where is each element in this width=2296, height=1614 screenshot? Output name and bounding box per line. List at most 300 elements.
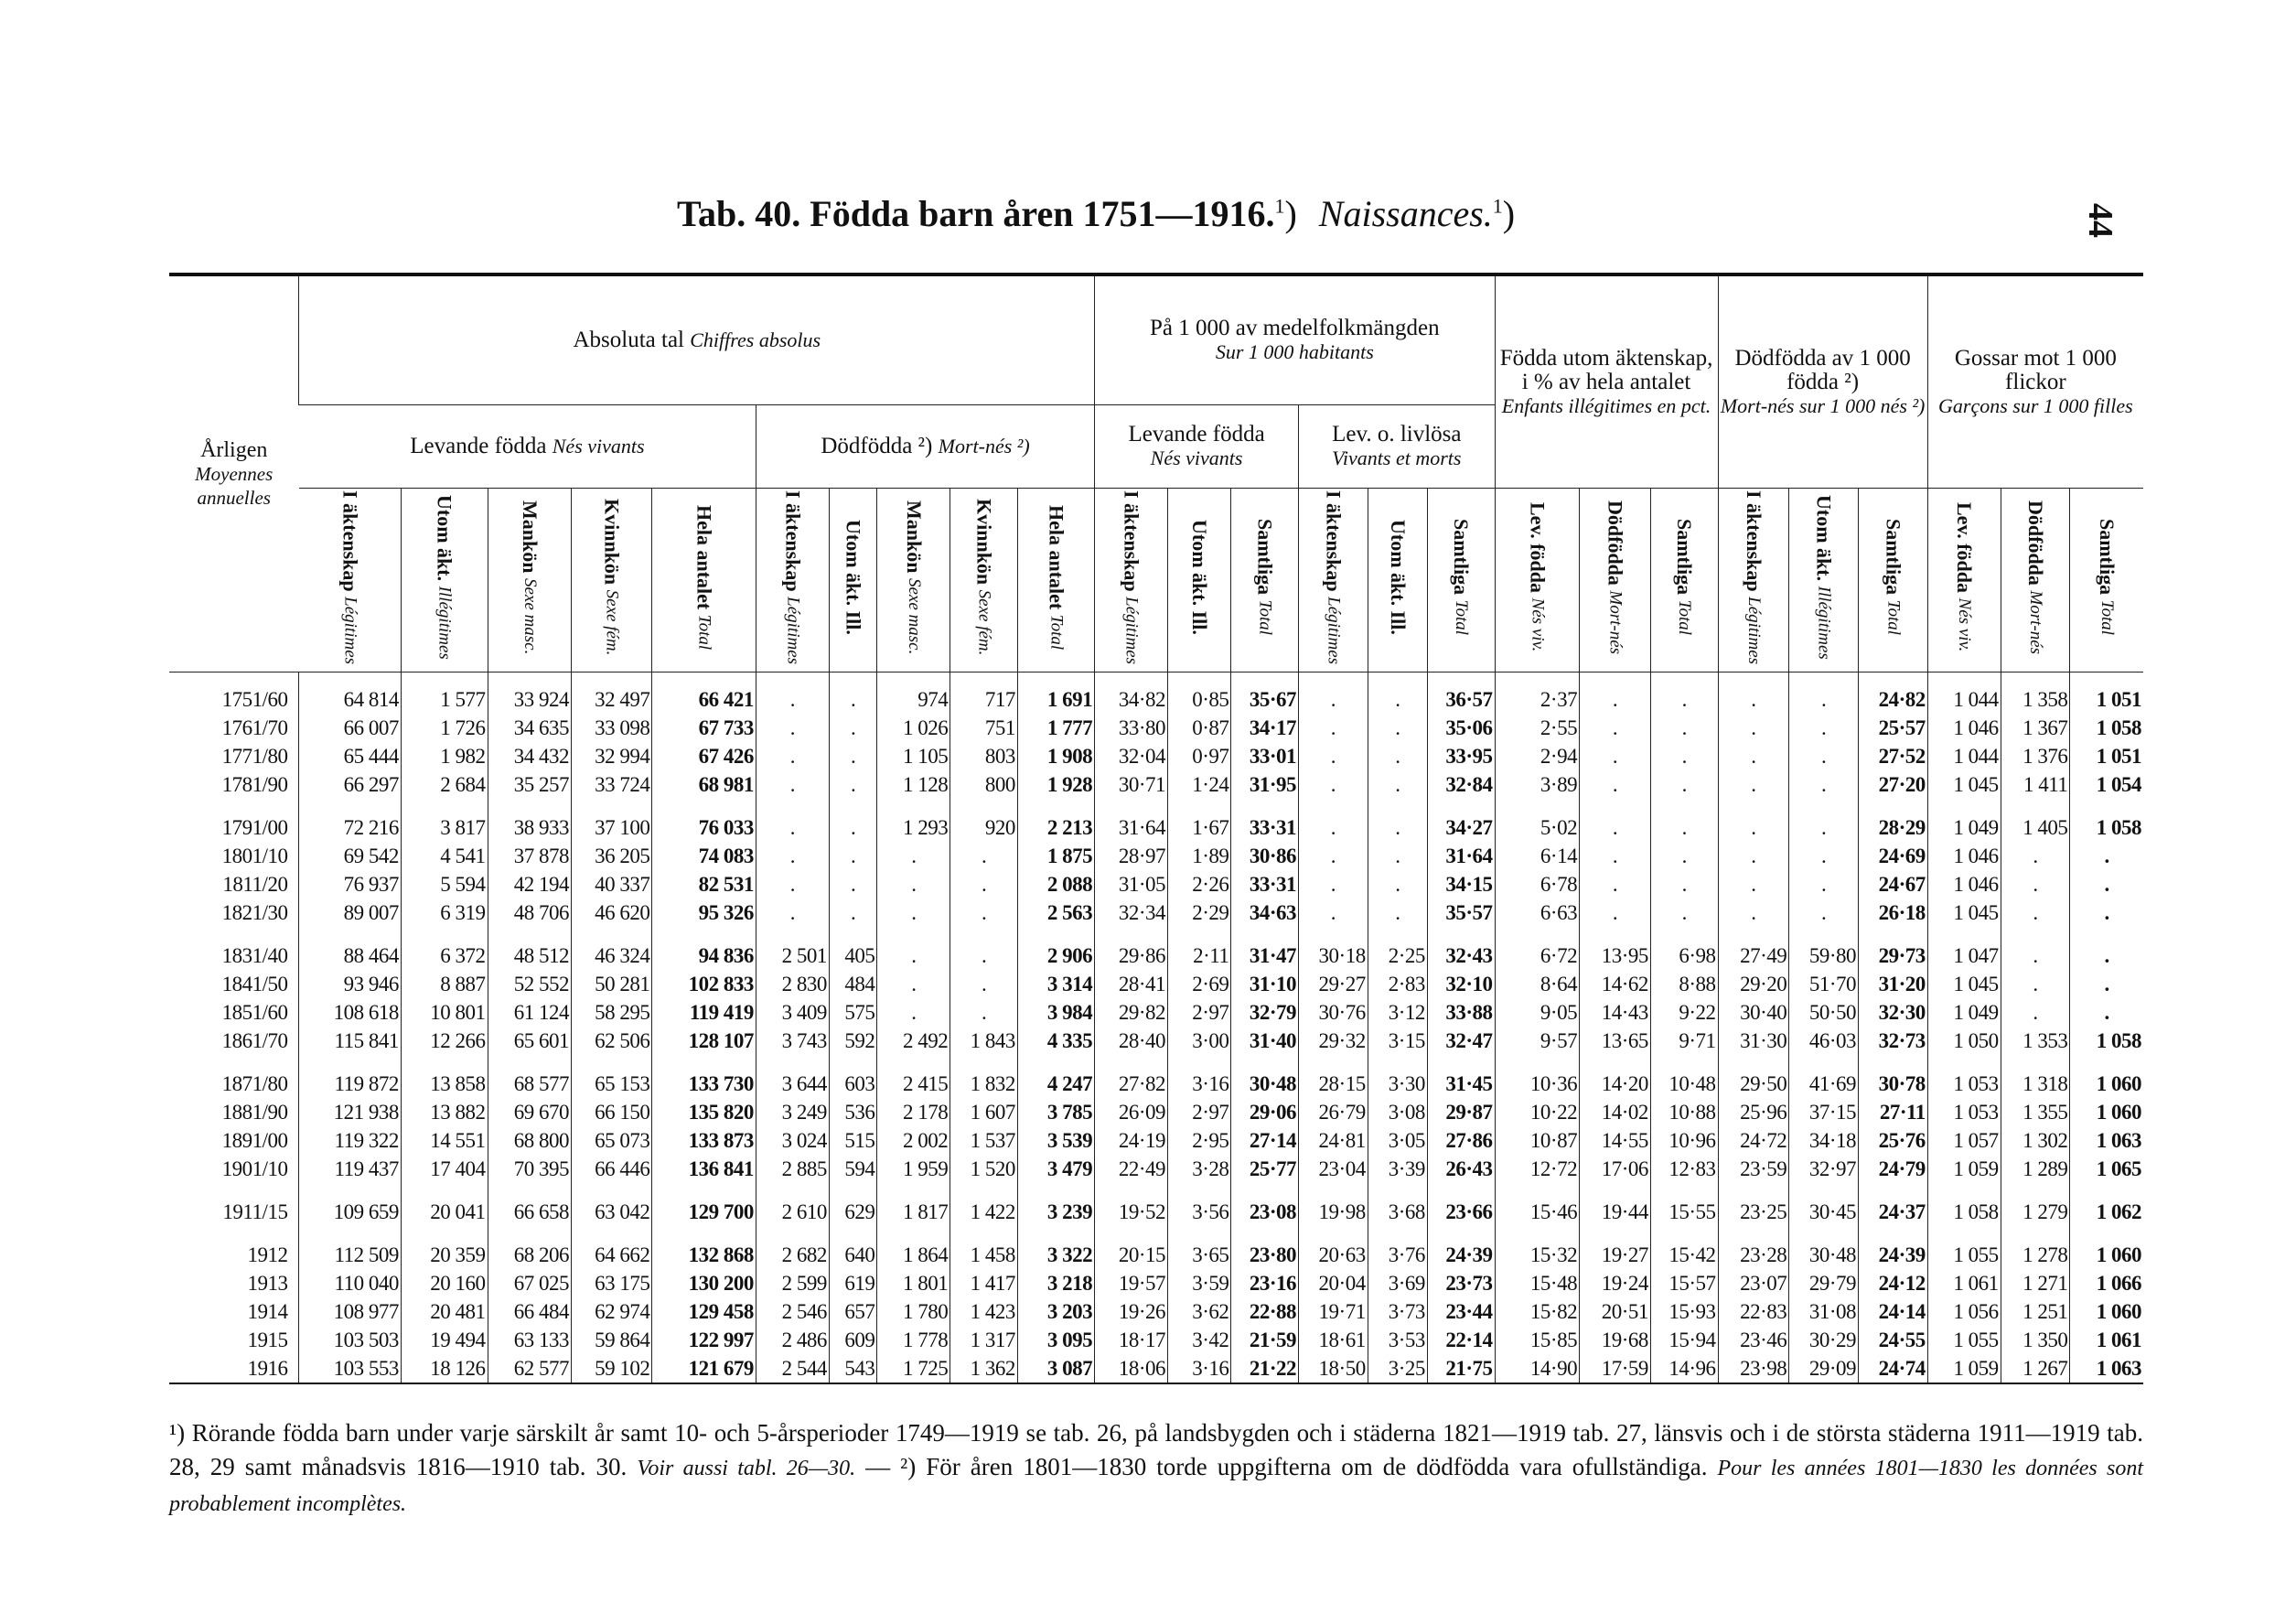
table-cell: 36·57 bbox=[1427, 672, 1495, 715]
table-cell: 34·82 bbox=[1095, 672, 1168, 715]
table-cell: 42 194 bbox=[488, 870, 571, 898]
row-period: 1881/90 bbox=[221, 1101, 288, 1124]
table-cell: 8 887 bbox=[401, 970, 488, 998]
table-cell: . bbox=[1580, 842, 1651, 870]
table-cell: 24·37 bbox=[1859, 1183, 1928, 1226]
table-cell: 2 563 bbox=[1017, 898, 1094, 927]
table-cell: 29·50 bbox=[1718, 1055, 1789, 1098]
column-header-french: Illégitimes bbox=[435, 586, 455, 660]
column-header-swedish: I äktenskap bbox=[1742, 490, 1765, 592]
table-cell: 72 216 bbox=[299, 799, 401, 842]
table-cell: 30·76 bbox=[1299, 998, 1368, 1027]
table-cell: 29·87 bbox=[1427, 1098, 1495, 1126]
row-period: 1901/10 bbox=[221, 1157, 288, 1180]
table-cell: 1 278 bbox=[2001, 1226, 2070, 1269]
table-cell: 67 733 bbox=[652, 714, 756, 742]
table-cell: 1 059 bbox=[1927, 1354, 2001, 1383]
table-cell: . bbox=[1299, 870, 1368, 898]
live-births-label-french: Nés vivants bbox=[552, 435, 645, 457]
year-column-header bbox=[169, 276, 299, 672]
column-header bbox=[652, 489, 756, 672]
table-cell: 1 928 bbox=[1017, 770, 1094, 799]
table-cell: 82 531 bbox=[652, 870, 756, 898]
table-cell: 37 100 bbox=[572, 799, 652, 842]
table-cell: 69 542 bbox=[299, 842, 401, 870]
table-cell: . bbox=[756, 714, 829, 742]
column-header bbox=[1859, 489, 1928, 672]
table-cell: 2 885 bbox=[756, 1155, 829, 1183]
table-cell: 0·97 bbox=[1168, 742, 1231, 770]
table-cell: 20·04 bbox=[1299, 1269, 1368, 1297]
table-cell: 52 552 bbox=[488, 970, 571, 998]
table-cell: 803 bbox=[950, 742, 1018, 770]
table-cell: 35·57 bbox=[1427, 898, 1495, 927]
table-row bbox=[169, 672, 2143, 715]
column-header-french: Total bbox=[1883, 600, 1904, 636]
table-cell: 121 938 bbox=[299, 1098, 401, 1126]
table-cell: 2·95 bbox=[1168, 1126, 1231, 1155]
row-period: 1871/80 bbox=[221, 1072, 288, 1095]
column-header-text bbox=[1953, 502, 1977, 652]
table-cell: 33·31 bbox=[1231, 799, 1299, 842]
table-cell: 1 051 bbox=[2070, 742, 2143, 770]
table-cell: . bbox=[2070, 998, 2143, 1027]
table-cell: 108 618 bbox=[299, 998, 401, 1027]
table-cell: 10·36 bbox=[1495, 1055, 1580, 1098]
column-header-swedish: I äktenskap bbox=[1120, 490, 1143, 592]
table-cell: . bbox=[1580, 770, 1651, 799]
table-cell: 28·29 bbox=[1859, 799, 1928, 842]
table-cell: 34·27 bbox=[1427, 799, 1495, 842]
table-cell: 1·24 bbox=[1168, 770, 1231, 799]
table-cell: 23·16 bbox=[1231, 1269, 1299, 1297]
table-cell: . bbox=[1789, 672, 1859, 715]
column-header-text bbox=[1604, 500, 1625, 654]
column-header-text bbox=[1255, 519, 1275, 635]
table-cell: 15·32 bbox=[1495, 1226, 1580, 1269]
table-cell: 29·86 bbox=[1095, 927, 1168, 970]
table-cell: 3·76 bbox=[1368, 1226, 1427, 1269]
table-cell: 3·62 bbox=[1168, 1297, 1231, 1326]
table-cell: . bbox=[1789, 770, 1859, 799]
table-cell: 31·45 bbox=[1427, 1055, 1495, 1098]
table-cell: 24·39 bbox=[1859, 1226, 1928, 1269]
column-header-swedish: I äktenskap bbox=[781, 490, 805, 592]
title-french: Naissances. bbox=[1318, 193, 1493, 234]
column-header-swedish: Utom äkt. Ill. bbox=[1386, 520, 1410, 635]
column-header bbox=[1580, 489, 1651, 672]
table-cell: 6 372 bbox=[401, 927, 488, 970]
column-header-french: Total bbox=[694, 614, 714, 651]
table-cell: 3·00 bbox=[1168, 1027, 1231, 1055]
table-cell: 59·80 bbox=[1789, 927, 1859, 970]
table-cell: 30·40 bbox=[1718, 998, 1789, 1027]
column-header-french: Illégitimes bbox=[1814, 586, 1834, 660]
table-cell: . bbox=[2070, 870, 2143, 898]
column-header bbox=[572, 489, 652, 672]
table-cell: . bbox=[829, 714, 877, 742]
row-period: 1913 bbox=[247, 1272, 288, 1295]
table-row bbox=[169, 799, 2143, 842]
row-period: 1914 bbox=[247, 1300, 288, 1323]
column-header bbox=[2001, 489, 2070, 672]
table-cell: 31·30 bbox=[1718, 1027, 1789, 1055]
table-cell: 536 bbox=[829, 1098, 877, 1126]
table-cell: 33·80 bbox=[1095, 714, 1168, 742]
table-cell: 95 326 bbox=[652, 898, 756, 927]
table-cell: 37 878 bbox=[488, 842, 571, 870]
per-1000-all-label: Lev. o. livlösa bbox=[1332, 422, 1462, 447]
column-header-text bbox=[338, 490, 362, 665]
table-cell: 2·37 bbox=[1495, 672, 1580, 715]
table-cell: 2 599 bbox=[756, 1269, 829, 1297]
table-cell: 27·20 bbox=[1859, 770, 1928, 799]
table-cell: . bbox=[1580, 898, 1651, 927]
table-cell: 34 432 bbox=[488, 742, 571, 770]
table-row bbox=[169, 898, 2143, 927]
table-cell: 1 422 bbox=[950, 1183, 1018, 1226]
table-cell: 5·02 bbox=[1495, 799, 1580, 842]
table-cell: 135 820 bbox=[652, 1098, 756, 1126]
table-cell: 13·65 bbox=[1580, 1027, 1651, 1055]
table-cell: 30·78 bbox=[1859, 1055, 1928, 1098]
table-cell: 20 359 bbox=[401, 1226, 488, 1269]
table-cell: . bbox=[1650, 742, 1718, 770]
table-cell: 130 200 bbox=[652, 1269, 756, 1297]
column-header-swedish: Lev. födda bbox=[1953, 502, 1977, 594]
table-cell: 2·26 bbox=[1168, 870, 1231, 898]
table-cell: 31·64 bbox=[1095, 799, 1168, 842]
table-cell: 13·95 bbox=[1580, 927, 1651, 970]
table-cell: . bbox=[1299, 672, 1368, 715]
table-cell: 3·69 bbox=[1368, 1269, 1427, 1297]
table-cell: 32·73 bbox=[1859, 1027, 1928, 1055]
table-cell: 32·84 bbox=[1427, 770, 1495, 799]
stillborn-per-1000-header bbox=[1718, 276, 1927, 489]
table-cell: 6·63 bbox=[1495, 898, 1580, 927]
table-cell: . bbox=[756, 742, 829, 770]
boys-per-girls-label: Gossar mot 1 000 flickor bbox=[1954, 345, 2117, 394]
table-cell: 1 065 bbox=[2070, 1155, 2143, 1183]
year-label: Årligen bbox=[200, 438, 268, 462]
column-header bbox=[1927, 489, 2001, 672]
absolute-label: Absoluta tal bbox=[573, 328, 684, 352]
table-cell: 24·19 bbox=[1095, 1126, 1168, 1155]
table-cell: 22·83 bbox=[1718, 1297, 1789, 1326]
table-cell: 48 706 bbox=[488, 898, 571, 927]
column-header bbox=[488, 489, 571, 672]
table-cell: 1·67 bbox=[1168, 799, 1231, 842]
column-header-text bbox=[843, 520, 864, 635]
table-row bbox=[169, 742, 2143, 770]
table-cell: 23·08 bbox=[1231, 1183, 1299, 1226]
table-cell: 65 153 bbox=[572, 1055, 652, 1098]
table-cell: . bbox=[1299, 799, 1368, 842]
table-cell: 1 055 bbox=[1927, 1226, 2001, 1269]
table-cell: 10·96 bbox=[1650, 1126, 1718, 1155]
column-header bbox=[1299, 489, 1368, 672]
row-period: 1911/15 bbox=[222, 1200, 288, 1223]
table-cell: . bbox=[829, 742, 877, 770]
table-cell: 10·87 bbox=[1495, 1126, 1580, 1155]
table-cell: . bbox=[1650, 898, 1718, 927]
table-cell: 1 060 bbox=[2070, 1226, 2143, 1269]
table-cell: . bbox=[1789, 714, 1859, 742]
column-header-text bbox=[2097, 519, 2117, 635]
per-1000-header bbox=[1095, 276, 1495, 405]
table-cell: 6·72 bbox=[1495, 927, 1580, 970]
row-period: 1916 bbox=[247, 1357, 288, 1380]
table-cell: 3 817 bbox=[401, 799, 488, 842]
table-cell: 67 426 bbox=[652, 742, 756, 770]
column-header bbox=[1168, 489, 1231, 672]
table-cell: 129 458 bbox=[652, 1297, 756, 1326]
table-cell: 1 725 bbox=[877, 1354, 950, 1383]
table-cell: 24·79 bbox=[1859, 1155, 1928, 1183]
table-row bbox=[169, 1297, 2143, 1326]
table-cell: 603 bbox=[829, 1055, 877, 1098]
table-cell: 920 bbox=[950, 799, 1018, 842]
footnote bbox=[169, 1416, 2143, 1522]
table-cell: 594 bbox=[829, 1155, 877, 1183]
table-cell: 1 350 bbox=[2001, 1326, 2070, 1354]
table-cell: 14·96 bbox=[1650, 1354, 1718, 1383]
table-cell: 108 977 bbox=[299, 1297, 401, 1326]
table-cell: 1 405 bbox=[2001, 799, 2070, 842]
table-cell: 65 444 bbox=[299, 742, 401, 770]
table-cell: 25·57 bbox=[1859, 714, 1928, 742]
table-cell: 33·88 bbox=[1427, 998, 1495, 1027]
table-cell: 2 415 bbox=[877, 1055, 950, 1098]
table-cell: 35 257 bbox=[488, 770, 571, 799]
table-cell: . bbox=[1718, 870, 1789, 898]
table-cell: 1 054 bbox=[2070, 770, 2143, 799]
table-cell: 0·85 bbox=[1168, 672, 1231, 715]
table-cell: 62 506 bbox=[572, 1027, 652, 1055]
row-period: 1751/60 bbox=[221, 688, 288, 711]
column-header-text bbox=[1121, 490, 1142, 664]
column-header-text bbox=[435, 495, 455, 660]
table-cell: 3·30 bbox=[1368, 1055, 1427, 1098]
column-header-text bbox=[1673, 519, 1697, 636]
table-cell: 38 933 bbox=[488, 799, 571, 842]
column-header-text bbox=[1388, 520, 1408, 635]
table-cell: 19·24 bbox=[1580, 1269, 1651, 1297]
column-header-french: Total bbox=[1452, 600, 1472, 636]
column-header-text bbox=[974, 499, 994, 655]
table-cell: 15·48 bbox=[1495, 1269, 1580, 1297]
table-cell: . bbox=[877, 970, 950, 998]
table-cell: . bbox=[829, 842, 877, 870]
column-header-french: Nés viv. bbox=[1955, 597, 1975, 652]
table-cell: 23·66 bbox=[1427, 1183, 1495, 1226]
table-cell: . bbox=[1580, 672, 1651, 715]
column-header-french: Légitimes bbox=[1743, 597, 1764, 665]
column-header bbox=[829, 489, 877, 672]
column-header-french: Total bbox=[2098, 600, 2118, 636]
table-cell: . bbox=[1368, 842, 1427, 870]
column-header bbox=[299, 489, 401, 672]
table-cell: 1 832 bbox=[950, 1055, 1018, 1098]
illegitimate-pct-label: Födda utom äktenskap, i % av hela antalet bbox=[1499, 345, 1713, 394]
table-cell: 32·34 bbox=[1095, 898, 1168, 927]
table-cell: 24·72 bbox=[1718, 1126, 1789, 1155]
table-cell: . bbox=[2070, 927, 2143, 970]
column-header bbox=[1650, 489, 1718, 672]
column-header-swedish: Samtliga bbox=[1882, 519, 1905, 596]
column-header bbox=[1095, 489, 1168, 672]
table-row bbox=[169, 1126, 2143, 1155]
table-cell: 9·05 bbox=[1495, 998, 1580, 1027]
table-cell: . bbox=[950, 870, 1018, 898]
column-header-text bbox=[1188, 520, 1212, 635]
table-cell: 23·80 bbox=[1231, 1226, 1299, 1269]
table-cell: 26·18 bbox=[1859, 898, 1928, 927]
table-cell: 30·71 bbox=[1095, 770, 1168, 799]
table-cell: 1 105 bbox=[877, 742, 950, 770]
column-header-swedish: Kvinnkön bbox=[600, 499, 624, 586]
table-cell: 515 bbox=[829, 1126, 877, 1155]
table-cell: 27·14 bbox=[1231, 1126, 1299, 1155]
table-cell: 32·43 bbox=[1427, 927, 1495, 970]
year-label-french: Moyennes annuelles bbox=[195, 463, 274, 509]
column-header-swedish: I äktenskap bbox=[338, 490, 362, 592]
stillbirths-label-french: Mort-nés ²) bbox=[938, 435, 1030, 457]
column-header-swedish: I äktenskap bbox=[1322, 490, 1346, 592]
table-cell: 1 046 bbox=[1927, 714, 2001, 742]
table-cell: 1 061 bbox=[2070, 1326, 2143, 1354]
table-cell: 19·27 bbox=[1580, 1226, 1651, 1269]
table-cell: 34·17 bbox=[1231, 714, 1299, 742]
table-row bbox=[169, 1183, 2143, 1226]
table-cell: . bbox=[1368, 799, 1427, 842]
table-cell: 3·65 bbox=[1168, 1226, 1231, 1269]
table-cell: 69 670 bbox=[488, 1098, 571, 1126]
table-cell: 1 058 bbox=[2070, 799, 2143, 842]
table-cell: 32 497 bbox=[572, 672, 652, 715]
row-period: 1761/70 bbox=[221, 716, 288, 739]
table-cell: 14 551 bbox=[401, 1126, 488, 1155]
table-cell: 23·46 bbox=[1718, 1326, 1789, 1354]
table-cell: 640 bbox=[829, 1226, 877, 1269]
table-cell: 19 494 bbox=[401, 1326, 488, 1354]
table-cell: 2 684 bbox=[401, 770, 488, 799]
table-cell: 33 924 bbox=[488, 672, 571, 715]
table-cell: 1 060 bbox=[2070, 1055, 2143, 1098]
per-1000-label-french: Sur 1 000 habitants bbox=[1215, 340, 1374, 363]
table-cell: 65 601 bbox=[488, 1027, 571, 1055]
table-cell: . bbox=[1368, 672, 1427, 715]
table-cell: 10·48 bbox=[1650, 1055, 1718, 1098]
table-cell: . bbox=[756, 770, 829, 799]
table-cell: 68 800 bbox=[488, 1126, 571, 1155]
table-cell: . bbox=[2001, 927, 2070, 970]
table-cell: 31·47 bbox=[1231, 927, 1299, 970]
table-cell: 74 083 bbox=[652, 842, 756, 870]
table-cell: 0·87 bbox=[1168, 714, 1231, 742]
table-cell: . bbox=[950, 998, 1018, 1027]
table-cell: . bbox=[950, 970, 1018, 998]
column-header-french: Sexe fém. bbox=[602, 589, 622, 656]
table-cell: 132 868 bbox=[652, 1226, 756, 1269]
table-cell: . bbox=[1580, 742, 1651, 770]
table-cell: 32·10 bbox=[1427, 970, 1495, 998]
table-cell: . bbox=[1368, 898, 1427, 927]
table-cell: 119 322 bbox=[299, 1126, 401, 1155]
table-row bbox=[169, 1055, 2143, 1098]
table-cell: . bbox=[1718, 799, 1789, 842]
table-row bbox=[169, 870, 2143, 898]
table-cell: 2·11 bbox=[1168, 927, 1231, 970]
table-cell: 629 bbox=[829, 1183, 877, 1226]
table-cell: 48 512 bbox=[488, 927, 571, 970]
table-cell: 24·82 bbox=[1859, 672, 1928, 715]
table-cell: 1 045 bbox=[1927, 898, 2001, 927]
table-cell: 68 981 bbox=[652, 770, 756, 799]
table-cell: 2 830 bbox=[756, 970, 829, 998]
table-cell: 6 319 bbox=[401, 898, 488, 927]
per-1000-live-label-french: Nés vivants bbox=[1150, 447, 1243, 469]
table-cell: 20·51 bbox=[1580, 1297, 1651, 1326]
table-cell: . bbox=[829, 770, 877, 799]
table-cell: 30·48 bbox=[1789, 1226, 1859, 1269]
table-cell: 51·70 bbox=[1789, 970, 1859, 998]
table-cell: 2·29 bbox=[1168, 898, 1231, 927]
table-cell: 2 178 bbox=[877, 1098, 950, 1126]
table-cell: . bbox=[1580, 714, 1651, 742]
stillbirths-label: Dödfödda ²) bbox=[821, 434, 933, 458]
table-cell: 3·28 bbox=[1168, 1155, 1231, 1183]
table-cell: 29·09 bbox=[1789, 1354, 1859, 1383]
title-french-footnote-mark: 1 bbox=[1492, 194, 1503, 218]
row-period: 1831/40 bbox=[221, 944, 288, 967]
table-cell: 70 395 bbox=[488, 1155, 571, 1183]
table-cell: 33·95 bbox=[1427, 742, 1495, 770]
table-cell: . bbox=[2001, 870, 2070, 898]
table-cell: 9·22 bbox=[1650, 998, 1718, 1027]
table-cell: 1 053 bbox=[1927, 1098, 2001, 1126]
table-cell: 61 124 bbox=[488, 998, 571, 1027]
table-cell: 2 906 bbox=[1017, 927, 1094, 970]
table-cell: 21·59 bbox=[1231, 1326, 1299, 1354]
per-1000-all-label-french: Vivants et morts bbox=[1332, 447, 1462, 469]
births-table-container bbox=[169, 273, 2143, 1384]
table-cell: 23·28 bbox=[1718, 1226, 1789, 1269]
table-cell: 46 324 bbox=[572, 927, 652, 970]
table-cell: 2·97 bbox=[1168, 1098, 1231, 1126]
table-cell: 29·79 bbox=[1789, 1269, 1859, 1297]
table-cell: 34·15 bbox=[1427, 870, 1495, 898]
table-cell: 717 bbox=[950, 672, 1018, 715]
table-cell: 1 066 bbox=[2070, 1269, 2143, 1297]
table-cell: 32 994 bbox=[572, 742, 652, 770]
table-row bbox=[169, 970, 2143, 998]
absolute-numbers-header bbox=[299, 276, 1095, 405]
table-cell: 66 421 bbox=[652, 672, 756, 715]
table-cell: 1 367 bbox=[2001, 714, 2070, 742]
table-cell: 1 458 bbox=[950, 1226, 1018, 1269]
table-body bbox=[169, 672, 2143, 1383]
table-cell: 129 700 bbox=[652, 1183, 756, 1226]
table-cell: 1 411 bbox=[2001, 770, 2070, 799]
table-cell: 5 594 bbox=[401, 870, 488, 898]
table-cell: 119 872 bbox=[299, 1055, 401, 1098]
column-header bbox=[1789, 489, 1859, 672]
table-row bbox=[169, 1098, 2143, 1126]
table-cell: 29·32 bbox=[1299, 1027, 1368, 1055]
table-cell: 33·31 bbox=[1231, 870, 1299, 898]
table-cell: 1 982 bbox=[401, 742, 488, 770]
